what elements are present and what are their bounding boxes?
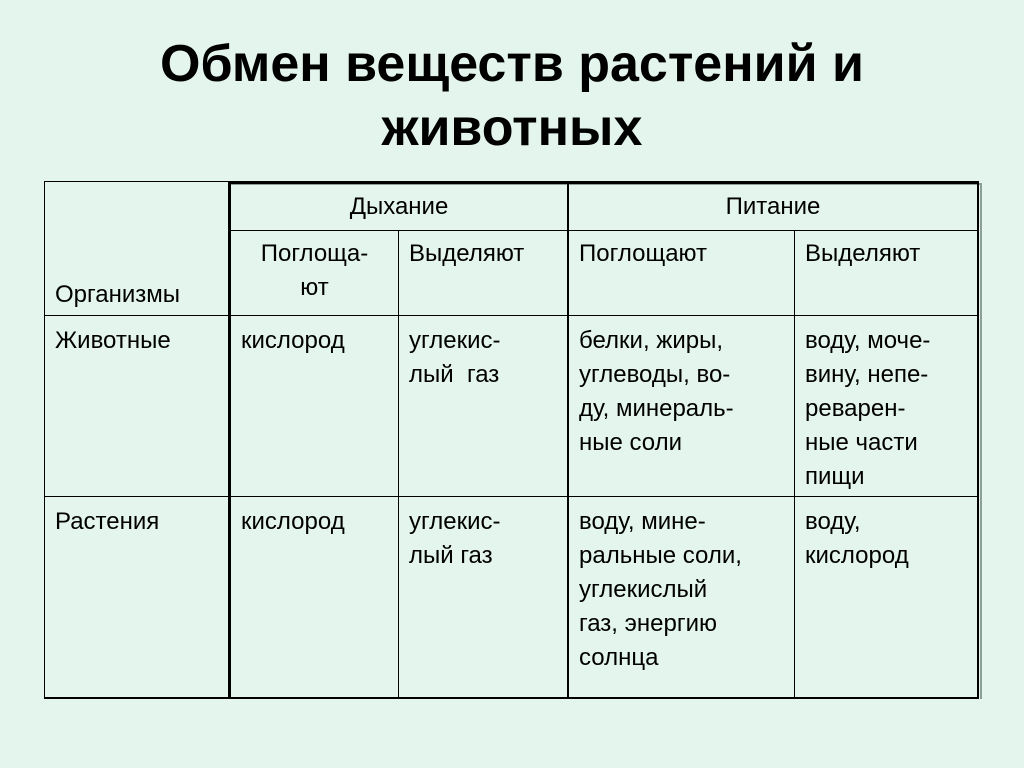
row-animals-resp-absorb — [231, 316, 398, 496]
cell-line: пищи — [805, 463, 865, 490]
table-shadow-right — [980, 183, 982, 699]
cell-line: реварен- — [805, 395, 906, 422]
header-nutrition — [569, 184, 977, 230]
row-animals-nutr-absorb — [569, 316, 794, 496]
slide-title-line-1: Обмен веществ растений и — [160, 35, 864, 93]
row-animals-organism — [45, 316, 228, 496]
header-organisms-text: Организмы — [55, 281, 181, 308]
cell-line: газ, энергию — [579, 610, 717, 637]
header-resp-release-text: Выделяют — [409, 240, 525, 267]
row-animals-resp-release — [399, 316, 567, 496]
slide-title-line-2: животных — [381, 99, 643, 157]
cell-line: воду, моче- — [805, 327, 931, 354]
cell-line: ные части — [805, 429, 918, 456]
cell-line: лый газ — [409, 542, 493, 569]
cell-line: белки, жиры, — [579, 327, 723, 354]
table-border-top-left — [44, 181, 230, 182]
cell-line: ральные соли, — [579, 542, 742, 569]
row-plants-resp-release — [399, 497, 567, 697]
header-nutr-release-text: Выделяют — [805, 240, 921, 267]
cell-line: солнца — [579, 644, 659, 671]
row-plants-nutr-release — [795, 497, 977, 697]
header-resp-absorb-line-1: Поглоща- — [260, 240, 369, 267]
header-respiration — [231, 184, 567, 230]
header-nutr-release — [795, 231, 977, 315]
table-border-bottom — [44, 697, 978, 699]
cell-line: ные соли — [579, 429, 683, 456]
row-plants-resp-absorb — [231, 497, 398, 697]
cell-line: воду, мине- — [579, 508, 706, 535]
slide-title — [0, 32, 1024, 160]
row-animals-nutr-release — [795, 316, 977, 496]
cell-line: лый газ — [409, 361, 500, 388]
cell-line: воду, — [805, 508, 861, 535]
row-plants-nutr-absorb — [569, 497, 794, 697]
cell-line: углекис- — [409, 327, 501, 354]
cell-line: углекислый — [579, 576, 708, 603]
cell-line: ду, минераль- — [579, 395, 734, 422]
cell-line: вину, непе- — [805, 361, 929, 388]
header-resp-absorb-line-2: ют — [300, 274, 329, 301]
cell-line: кислород — [241, 508, 345, 535]
header-nutr-absorb-text: Поглощают — [579, 240, 708, 267]
header-resp-release — [399, 231, 567, 315]
table-border-right — [977, 181, 979, 699]
header-nutr-absorb — [569, 231, 794, 315]
cell-line: углеводы, во- — [579, 361, 731, 388]
header-respiration-text: Дыхание — [349, 193, 449, 220]
row-animals-organism-text: Животные — [55, 327, 171, 354]
header-organisms — [45, 272, 228, 315]
cell-line: углекис- — [409, 508, 501, 535]
cell-line: кислород — [241, 327, 345, 354]
header-nutrition-text: Питание — [725, 193, 821, 220]
row-plants-organism-text: Растения — [55, 508, 160, 535]
header-resp-absorb — [231, 231, 398, 315]
row-plants-organism — [45, 497, 228, 697]
cell-line: кислород — [805, 542, 909, 569]
